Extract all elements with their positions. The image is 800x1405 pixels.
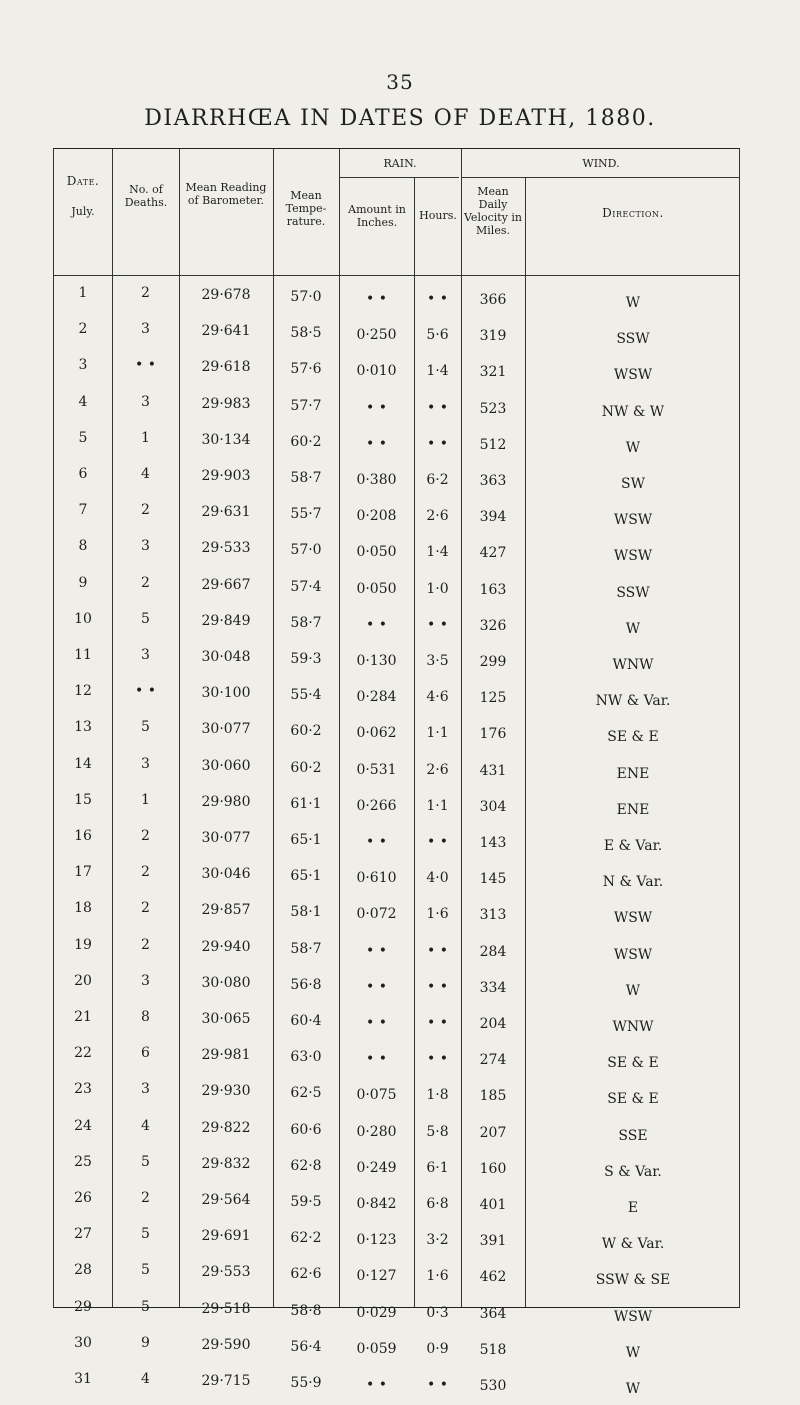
cell-barometer: 29·857 <box>201 902 251 919</box>
cell-rain-amount: • • <box>366 399 387 416</box>
table-row <box>54 898 739 934</box>
cell-temperature: 65·1 <box>290 868 322 885</box>
cell-wind-velocity: 304 <box>479 798 507 815</box>
cell-date: 8 <box>78 538 88 555</box>
cell-barometer: 30·060 <box>201 757 251 774</box>
table-row <box>54 935 739 971</box>
cell-barometer: 30·048 <box>201 649 251 665</box>
cell-temperature: 58·7 <box>290 940 322 957</box>
cell-date: 11 <box>74 647 92 663</box>
cell-rain-hours: 0·3 <box>426 1304 449 1321</box>
cell-temperature: 58·7 <box>290 614 322 631</box>
cell-barometer: 29·641 <box>201 323 251 340</box>
cell-deaths: 5 <box>141 1226 150 1243</box>
table-row <box>54 754 739 790</box>
cell-rain-hours: • • <box>427 1051 448 1068</box>
cell-rain-hours: • • <box>427 834 448 850</box>
cell-date: 25 <box>74 1153 92 1170</box>
cell-wind-velocity: 299 <box>479 654 507 670</box>
cell-deaths: 5 <box>141 1298 150 1315</box>
table-row <box>54 428 739 464</box>
cell-wind-direction: NW & Var. <box>595 693 671 710</box>
cell-wind-velocity: 313 <box>479 907 507 924</box>
cell-rain-hours: 0·9 <box>426 1340 449 1357</box>
cell-wind-direction: WNW <box>612 1019 654 1035</box>
cell-deaths: 3 <box>141 972 150 989</box>
cell-rain-hours: • • <box>427 942 448 959</box>
cell-deaths: 2 <box>141 502 150 519</box>
table-row <box>54 1297 739 1333</box>
cell-temperature: 65·1 <box>290 832 322 848</box>
page-number: 35 <box>386 70 414 94</box>
cell-date: 7 <box>78 502 88 519</box>
table-row <box>54 826 739 862</box>
cell-temperature: 56·4 <box>290 1338 322 1355</box>
cell-date: 6 <box>78 466 88 482</box>
cell-wind-direction: WSW <box>613 548 653 565</box>
cell-wind-direction: WSW <box>613 1308 653 1325</box>
cell-date: 2 <box>78 321 88 338</box>
cell-wind-direction: NW & W <box>601 403 665 420</box>
cell-wind-velocity: 204 <box>479 1016 507 1032</box>
cell-rain-amount: 0·280 <box>356 1123 397 1140</box>
cell-wind-direction: SSW <box>616 331 650 348</box>
cell-rain-amount: 0·029 <box>356 1304 397 1321</box>
cell-wind-velocity: 462 <box>479 1269 507 1286</box>
header-rain-hours: Hours. <box>419 209 457 222</box>
table-row <box>54 681 739 717</box>
cell-rain-amount: • • <box>366 435 387 452</box>
cell-wind-velocity: 334 <box>479 979 507 996</box>
cell-deaths: 3 <box>141 755 150 772</box>
cell-date: 22 <box>74 1045 92 1062</box>
table-row <box>54 1369 739 1405</box>
cell-wind-direction: WSW <box>613 910 653 927</box>
cell-barometer: 29·930 <box>201 1083 251 1100</box>
cell-wind-direction: WSW <box>613 946 653 963</box>
cell-date: 27 <box>74 1226 92 1243</box>
cell-barometer: 29·553 <box>201 1264 251 1281</box>
cell-temperature: 60·4 <box>290 1013 322 1029</box>
cell-barometer: 30·077 <box>201 830 251 846</box>
cell-deaths: 5 <box>141 719 150 736</box>
cell-temperature: 57·4 <box>290 578 322 595</box>
cell-wind-velocity: 319 <box>479 328 507 345</box>
table-row <box>54 609 739 645</box>
cell-rain-amount: 0·250 <box>356 327 397 344</box>
cell-wind-velocity: 518 <box>479 1341 507 1358</box>
cell-deaths: 1 <box>141 791 150 808</box>
cell-deaths: 2 <box>141 574 150 591</box>
cell-date: 10 <box>74 610 92 627</box>
cell-wind-direction: W & Var. <box>601 1236 665 1253</box>
cell-wind-direction: SSW & SE <box>595 1272 671 1289</box>
cell-rain-amount: 0·123 <box>356 1232 397 1249</box>
table-row <box>54 573 739 609</box>
cell-barometer: 29·590 <box>201 1336 251 1353</box>
cell-barometer: 29·678 <box>201 287 251 303</box>
cell-date: 18 <box>74 900 92 917</box>
cell-deaths: 3 <box>141 647 150 663</box>
cell-wind-direction: WSW <box>613 512 653 529</box>
cell-rain-amount: • • <box>366 1377 387 1393</box>
cell-barometer: 29·983 <box>201 395 251 412</box>
cell-barometer: 29·903 <box>201 468 251 484</box>
cell-temperature: 57·7 <box>290 397 322 414</box>
cell-rain-hours: 1·1 <box>426 797 449 814</box>
cell-wind-velocity: 427 <box>479 545 507 562</box>
cell-temperature: 62·6 <box>290 1266 322 1283</box>
table-row <box>54 1043 739 1079</box>
cell-rain-amount: 0·130 <box>356 653 397 669</box>
header-wind: WIND. <box>582 157 620 170</box>
cell-rain-amount: 0·127 <box>356 1268 397 1285</box>
cell-barometer: 29·631 <box>201 504 251 521</box>
cell-temperature: 60·2 <box>290 723 322 740</box>
cell-rain-hours: • • <box>427 1377 448 1393</box>
cell-rain-amount: • • <box>366 616 387 633</box>
cell-rain-amount: 0·062 <box>356 725 397 742</box>
cell-temperature: 60·6 <box>290 1121 322 1138</box>
header-rain-amount: Amount in Inches. <box>348 203 406 229</box>
table-row <box>54 717 739 753</box>
cell-date: 29 <box>74 1298 92 1315</box>
cell-deaths: 3 <box>141 1081 150 1098</box>
table-row <box>54 283 739 319</box>
cell-barometer: 30·100 <box>201 685 251 702</box>
cell-rain-amount: 0·284 <box>356 689 397 706</box>
cell-deaths: 2 <box>141 1190 150 1206</box>
cell-rain-hours: 6·2 <box>426 472 449 488</box>
header-barometer: Mean Reading of Barometer. <box>185 181 267 207</box>
wind-subheader-rule <box>461 177 739 178</box>
table-row <box>54 1260 739 1296</box>
weather-deaths-table <box>53 148 740 1397</box>
cell-barometer: 29·849 <box>201 612 251 629</box>
table-row <box>54 319 739 355</box>
cell-rain-hours: • • <box>427 291 448 307</box>
cell-wind-direction: E <box>627 1200 639 1216</box>
table-row <box>54 790 739 826</box>
cell-barometer: 29·691 <box>201 1228 251 1245</box>
cell-wind-velocity: 125 <box>479 690 507 707</box>
cell-rain-hours: 1·4 <box>426 363 449 380</box>
cell-wind-direction: ENE <box>616 765 650 782</box>
table-row <box>54 1079 739 1115</box>
cell-barometer: 29·980 <box>201 793 251 810</box>
cell-wind-velocity: 431 <box>479 762 507 779</box>
table-row <box>54 500 739 536</box>
cell-rain-amount: 0·266 <box>356 797 397 814</box>
table-row <box>54 1116 739 1152</box>
cell-barometer: 30·065 <box>201 1011 251 1027</box>
page-title: DIARRHŒA IN DATES OF DEATH, 1880. <box>144 106 656 131</box>
cell-deaths: 2 <box>141 828 150 844</box>
cell-barometer: 29·715 <box>201 1373 251 1389</box>
cell-rain-amount: 0·075 <box>356 1087 397 1104</box>
cell-date: 19 <box>74 936 92 953</box>
cell-date: 23 <box>74 1081 92 1098</box>
cell-rain-amount: • • <box>366 834 387 850</box>
cell-wind-velocity: 326 <box>479 617 507 634</box>
cell-deaths: 6 <box>141 1045 150 1062</box>
cell-deaths: 4 <box>141 1117 150 1134</box>
cell-rain-amount: 0·531 <box>356 761 397 778</box>
cell-date: 20 <box>74 972 92 989</box>
cell-wind-direction: W <box>625 1381 641 1397</box>
cell-deaths: 9 <box>141 1334 150 1351</box>
cell-wind-velocity: 274 <box>479 1052 507 1069</box>
cell-deaths: 4 <box>141 466 150 482</box>
cell-temperature: 60·2 <box>290 759 322 776</box>
cell-deaths: 2 <box>141 936 150 953</box>
cell-barometer: 29·533 <box>201 540 251 557</box>
table-row <box>54 464 739 500</box>
header-wind-direction: Direction. <box>602 206 664 220</box>
cell-temperature: 62·5 <box>290 1085 322 1102</box>
cell-rain-hours: 5·8 <box>426 1123 449 1140</box>
cell-wind-direction: SE & E <box>607 1091 659 1108</box>
cell-temperature: 62·2 <box>290 1230 322 1247</box>
cell-wind-velocity: 363 <box>479 473 507 489</box>
table-row <box>54 1188 739 1224</box>
cell-rain-hours: 1·4 <box>426 544 449 561</box>
cell-wind-velocity: 143 <box>479 835 507 851</box>
cell-rain-hours: 6·1 <box>426 1159 449 1176</box>
cell-barometer: 29·518 <box>201 1300 251 1317</box>
cell-rain-amount: • • <box>366 1015 387 1031</box>
cell-wind-velocity: 366 <box>479 292 507 308</box>
cell-temperature: 58·7 <box>290 470 322 486</box>
cell-deaths: 2 <box>141 900 150 917</box>
cell-rain-amount: • • <box>366 942 387 959</box>
cell-wind-velocity: 185 <box>479 1088 507 1105</box>
cell-barometer: 30·077 <box>201 721 251 738</box>
cell-barometer: 30·046 <box>201 866 251 883</box>
cell-wind-direction: WNW <box>612 657 654 673</box>
cell-barometer: 29·822 <box>201 1119 251 1136</box>
cell-rain-hours: • • <box>427 616 448 633</box>
cell-temperature: 58·8 <box>290 1302 322 1319</box>
header-rule <box>54 275 739 276</box>
cell-rain-hours: • • <box>427 435 448 452</box>
cell-date: 21 <box>74 1009 92 1025</box>
cell-wind-direction: SE & E <box>607 1055 659 1072</box>
cell-rain-amount: 0·249 <box>356 1159 397 1176</box>
cell-date: 4 <box>78 393 88 410</box>
cell-barometer: 29·667 <box>201 576 251 593</box>
cell-barometer: 29·618 <box>201 359 251 376</box>
cell-date: 9 <box>78 574 88 591</box>
cell-temperature: 61·1 <box>290 795 322 812</box>
header-month: July. <box>71 205 95 218</box>
cell-wind-direction: SSW <box>616 584 650 601</box>
header-deaths: No. of Deaths. <box>124 183 168 209</box>
cell-temperature: 55·7 <box>290 506 322 523</box>
cell-rain-hours: 1·8 <box>426 1087 449 1104</box>
cell-date: 5 <box>78 429 88 446</box>
cell-wind-velocity: 176 <box>479 726 507 743</box>
cell-temperature: 60·2 <box>290 433 322 450</box>
cell-wind-direction: WSW <box>613 367 653 384</box>
cell-wind-velocity: 394 <box>479 509 507 526</box>
table-row <box>54 1152 739 1188</box>
table-row <box>54 1333 739 1369</box>
cell-wind-velocity: 321 <box>479 364 507 381</box>
cell-date: 24 <box>74 1117 92 1134</box>
cell-wind-direction: W <box>625 295 641 311</box>
cell-rain-hours: 1·1 <box>426 725 449 742</box>
cell-rain-hours: 1·6 <box>426 1268 449 1285</box>
table-row <box>54 392 739 428</box>
cell-deaths: 2 <box>141 285 150 301</box>
cell-wind-velocity: 145 <box>479 871 507 888</box>
cell-deaths: 2 <box>141 864 150 881</box>
cell-date: 26 <box>74 1190 92 1206</box>
cell-barometer: 29·981 <box>201 1047 251 1064</box>
header-temperature: Mean Tempe- rature. <box>285 189 327 228</box>
cell-temperature: 59·5 <box>290 1194 322 1210</box>
table-row <box>54 645 739 681</box>
cell-wind-velocity: 364 <box>479 1305 507 1322</box>
header-date: Date. <box>66 174 100 188</box>
cell-wind-velocity: 530 <box>479 1378 507 1394</box>
cell-rain-amount: 0·208 <box>356 508 397 525</box>
cell-deaths: • • <box>135 357 156 374</box>
cell-wind-velocity: 512 <box>479 436 507 453</box>
cell-wind-direction: E & Var. <box>603 838 663 854</box>
cell-deaths: • • <box>135 683 156 700</box>
cell-wind-direction: W <box>625 439 641 456</box>
cell-rain-amount: 0·380 <box>356 472 397 488</box>
cell-rain-amount: 0·010 <box>356 363 397 380</box>
cell-rain-hours: 3·5 <box>426 653 449 669</box>
cell-rain-hours: 2·6 <box>426 508 449 525</box>
cell-date: 16 <box>74 828 92 844</box>
cell-date: 17 <box>74 864 92 881</box>
cell-deaths: 3 <box>141 538 150 555</box>
cell-rain-amount: 0·050 <box>356 544 397 561</box>
cell-temperature: 62·8 <box>290 1157 322 1174</box>
cell-wind-direction: SE & E <box>607 729 659 746</box>
cell-rain-amount: 0·050 <box>356 580 397 597</box>
cell-rain-hours: • • <box>427 978 448 995</box>
cell-rain-hours: 5·6 <box>426 327 449 344</box>
table-row <box>54 971 739 1007</box>
cell-deaths: 8 <box>141 1009 150 1025</box>
rain-subheader-rule <box>339 177 459 178</box>
cell-rain-hours: 3·2 <box>426 1232 449 1249</box>
cell-rain-hours: 6·8 <box>426 1196 449 1212</box>
cell-barometer: 29·564 <box>201 1192 251 1208</box>
cell-wind-direction: SW <box>621 476 645 492</box>
cell-date: 31 <box>74 1371 92 1387</box>
cell-barometer: 29·832 <box>201 1155 251 1172</box>
cell-date: 12 <box>74 683 92 700</box>
cell-wind-direction: W <box>625 620 641 637</box>
cell-date: 14 <box>74 755 92 772</box>
cell-barometer: 30·134 <box>201 431 251 448</box>
cell-rain-hours: • • <box>427 1015 448 1031</box>
cell-temperature: 58·1 <box>290 904 322 921</box>
cell-rain-amount: 0·610 <box>356 870 397 887</box>
cell-wind-velocity: 523 <box>479 400 507 417</box>
cell-rain-hours: 1·6 <box>426 906 449 923</box>
cell-deaths: 5 <box>141 1153 150 1170</box>
cell-date: 3 <box>78 357 88 374</box>
header-wind-velocity: Mean Daily Velocity in Miles. <box>464 185 522 237</box>
cell-wind-direction: S & Var. <box>604 1163 662 1180</box>
cell-wind-velocity: 391 <box>479 1233 507 1250</box>
cell-temperature: 58·5 <box>290 325 322 342</box>
cell-rain-hours: • • <box>427 399 448 416</box>
cell-temperature: 55·4 <box>290 687 322 704</box>
cell-date: 30 <box>74 1334 92 1351</box>
cell-deaths: 3 <box>141 321 150 338</box>
cell-wind-direction: ENE <box>616 801 650 818</box>
cell-temperature: 57·0 <box>290 289 322 305</box>
cell-date: 15 <box>74 791 92 808</box>
cell-wind-velocity: 207 <box>479 1124 507 1141</box>
cell-rain-hours: 4·6 <box>426 689 449 706</box>
cell-wind-direction: W <box>625 982 641 999</box>
cell-rain-amount: • • <box>366 978 387 995</box>
cell-temperature: 56·8 <box>290 976 322 993</box>
cell-date: 28 <box>74 1262 92 1279</box>
cell-rain-amount: 0·842 <box>356 1196 397 1212</box>
table-row <box>54 1007 739 1043</box>
cell-deaths: 1 <box>141 429 150 446</box>
table-row <box>54 1224 739 1260</box>
cell-temperature: 63·0 <box>290 1049 322 1066</box>
table-row <box>54 862 739 898</box>
cell-deaths: 5 <box>141 610 150 627</box>
cell-wind-direction: N & Var. <box>602 874 664 891</box>
cell-rain-hours: 1·0 <box>426 580 449 597</box>
cell-deaths: 3 <box>141 393 150 410</box>
cell-rain-amount: 0·059 <box>356 1340 397 1357</box>
cell-date: 13 <box>74 719 92 736</box>
cell-wind-velocity: 160 <box>479 1160 507 1177</box>
cell-deaths: 4 <box>141 1371 150 1387</box>
table-row <box>54 355 739 391</box>
header-rain: RAIN. <box>383 157 417 170</box>
cell-rain-amount: • • <box>366 291 387 307</box>
cell-wind-velocity: 163 <box>479 581 507 598</box>
cell-wind-velocity: 284 <box>479 943 507 960</box>
cell-temperature: 57·0 <box>290 542 322 559</box>
cell-wind-direction: SSE <box>618 1127 648 1144</box>
table-row <box>54 536 739 572</box>
cell-barometer: 29·940 <box>201 938 251 955</box>
cell-temperature: 57·6 <box>290 361 322 378</box>
cell-rain-hours: 2·6 <box>426 761 449 778</box>
cell-deaths: 5 <box>141 1262 150 1279</box>
cell-rain-hours: 4·0 <box>426 870 449 887</box>
cell-date: 1 <box>78 285 88 301</box>
cell-barometer: 30·080 <box>201 974 251 991</box>
cell-wind-direction: W <box>625 1344 641 1361</box>
cell-rain-amount: 0·072 <box>356 906 397 923</box>
cell-rain-amount: • • <box>366 1051 387 1068</box>
cell-wind-velocity: 401 <box>479 1197 507 1213</box>
cell-temperature: 55·9 <box>290 1375 322 1391</box>
cell-temperature: 59·3 <box>290 651 322 667</box>
